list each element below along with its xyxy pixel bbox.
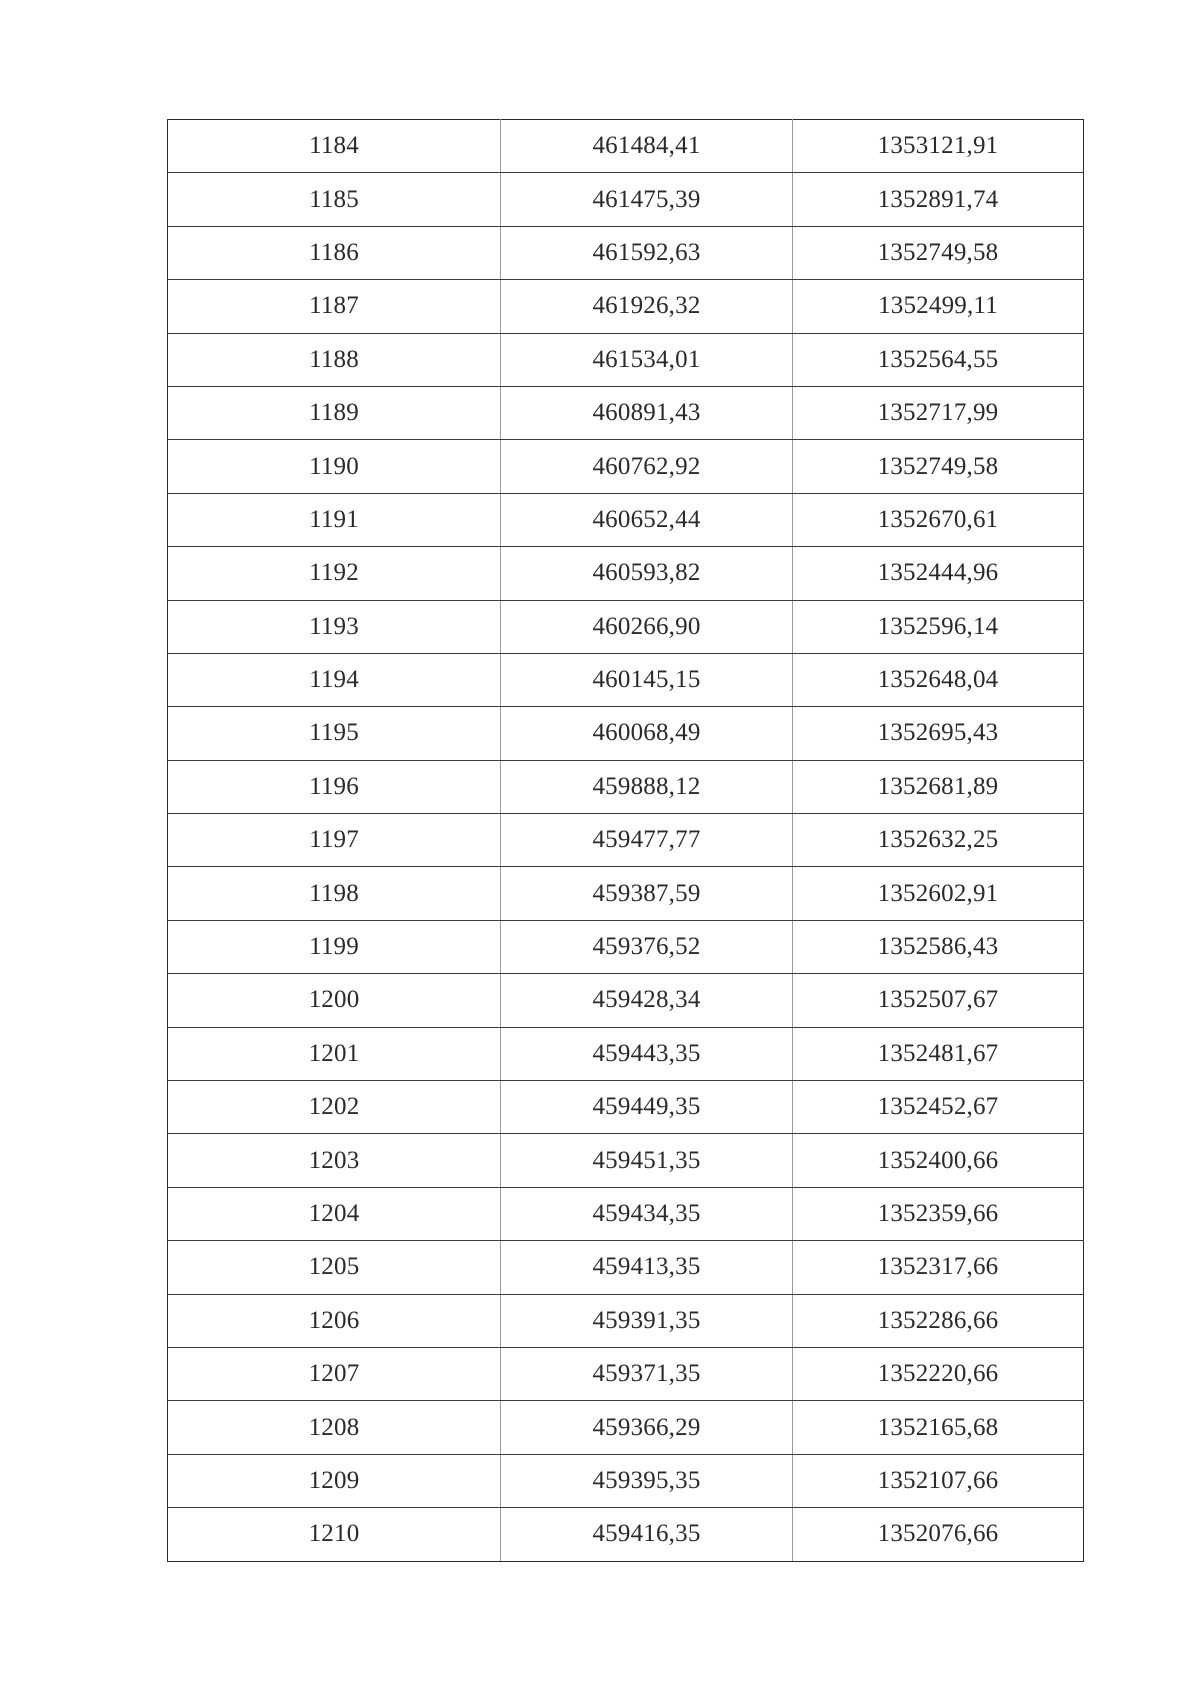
y-coordinate-cell: 1352452,67 xyxy=(793,1081,1084,1134)
x-coordinate-cell: 461534,01 xyxy=(501,333,793,386)
table-row xyxy=(168,1508,1084,1561)
y-coordinate-cell: 1352507,67 xyxy=(793,974,1084,1027)
point-number-cell: 1208 xyxy=(168,1401,501,1454)
y-coordinate-cell: 1352596,14 xyxy=(793,600,1084,653)
x-coordinate-cell: 459443,35 xyxy=(501,1027,793,1080)
y-coordinate-cell: 1352107,66 xyxy=(793,1454,1084,1507)
table-row xyxy=(168,1187,1084,1240)
point-number-cell: 1191 xyxy=(168,493,501,546)
y-coordinate-cell: 1352317,66 xyxy=(793,1241,1084,1294)
point-number-cell: 1198 xyxy=(168,867,501,920)
x-coordinate-cell: 460145,15 xyxy=(501,653,793,706)
table-row xyxy=(168,974,1084,1027)
x-coordinate-cell: 461475,39 xyxy=(501,173,793,226)
table-row xyxy=(168,1454,1084,1507)
table-row xyxy=(168,547,1084,600)
table-row xyxy=(168,1294,1084,1347)
x-coordinate-cell: 459451,35 xyxy=(501,1134,793,1187)
table-row xyxy=(168,120,1084,173)
table-row xyxy=(168,173,1084,226)
table-row xyxy=(168,1241,1084,1294)
y-coordinate-cell: 1352681,89 xyxy=(793,760,1084,813)
point-number-cell: 1203 xyxy=(168,1134,501,1187)
point-number-cell: 1195 xyxy=(168,707,501,760)
table-row xyxy=(168,1347,1084,1400)
x-coordinate-cell: 459376,52 xyxy=(501,920,793,973)
x-coordinate-cell: 461926,32 xyxy=(501,280,793,333)
y-coordinate-cell: 1353121,91 xyxy=(793,120,1084,173)
y-coordinate-cell: 1352586,43 xyxy=(793,920,1084,973)
y-coordinate-cell: 1352499,11 xyxy=(793,280,1084,333)
point-number-cell: 1209 xyxy=(168,1454,501,1507)
x-coordinate-cell: 459888,12 xyxy=(501,760,793,813)
x-coordinate-cell: 459391,35 xyxy=(501,1294,793,1347)
y-coordinate-cell: 1352695,43 xyxy=(793,707,1084,760)
point-number-cell: 1205 xyxy=(168,1241,501,1294)
y-coordinate-cell: 1352648,04 xyxy=(793,653,1084,706)
point-number-cell: 1201 xyxy=(168,1027,501,1080)
y-coordinate-cell: 1352400,66 xyxy=(793,1134,1084,1187)
x-coordinate-cell: 459371,35 xyxy=(501,1347,793,1400)
point-number-cell: 1206 xyxy=(168,1294,501,1347)
x-coordinate-cell: 459395,35 xyxy=(501,1454,793,1507)
x-coordinate-cell: 459413,35 xyxy=(501,1241,793,1294)
table-row xyxy=(168,1134,1084,1187)
table-row xyxy=(168,1081,1084,1134)
table-row xyxy=(168,814,1084,867)
y-coordinate-cell: 1352359,66 xyxy=(793,1187,1084,1240)
x-coordinate-cell: 459416,35 xyxy=(501,1508,793,1561)
table-row xyxy=(168,333,1084,386)
point-number-cell: 1194 xyxy=(168,653,501,706)
y-coordinate-cell: 1352481,67 xyxy=(793,1027,1084,1080)
point-number-cell: 1192 xyxy=(168,547,501,600)
y-coordinate-cell: 1352602,91 xyxy=(793,867,1084,920)
x-coordinate-cell: 460652,44 xyxy=(501,493,793,546)
point-number-cell: 1207 xyxy=(168,1347,501,1400)
point-number-cell: 1187 xyxy=(168,280,501,333)
point-number-cell: 1199 xyxy=(168,920,501,973)
x-coordinate-cell: 459477,77 xyxy=(501,814,793,867)
x-coordinate-cell: 459366,29 xyxy=(501,1401,793,1454)
y-coordinate-cell: 1352165,68 xyxy=(793,1401,1084,1454)
point-number-cell: 1190 xyxy=(168,440,501,493)
x-coordinate-cell: 459387,59 xyxy=(501,867,793,920)
y-coordinate-cell: 1352286,66 xyxy=(793,1294,1084,1347)
table-row xyxy=(168,280,1084,333)
x-coordinate-cell: 459434,35 xyxy=(501,1187,793,1240)
coordinates-table-body xyxy=(168,120,1084,1562)
y-coordinate-cell: 1352076,66 xyxy=(793,1508,1084,1561)
y-coordinate-cell: 1352444,96 xyxy=(793,547,1084,600)
coordinates-table xyxy=(167,119,1084,1562)
point-number-cell: 1210 xyxy=(168,1508,501,1561)
x-coordinate-cell: 459449,35 xyxy=(501,1081,793,1134)
y-coordinate-cell: 1352220,66 xyxy=(793,1347,1084,1400)
point-number-cell: 1185 xyxy=(168,173,501,226)
table-row xyxy=(168,867,1084,920)
x-coordinate-cell: 461484,41 xyxy=(501,120,793,173)
table-row xyxy=(168,653,1084,706)
point-number-cell: 1204 xyxy=(168,1187,501,1240)
x-coordinate-cell: 460068,49 xyxy=(501,707,793,760)
x-coordinate-cell: 461592,63 xyxy=(501,226,793,279)
table-row xyxy=(168,1401,1084,1454)
table-row xyxy=(168,920,1084,973)
point-number-cell: 1196 xyxy=(168,760,501,813)
point-number-cell: 1186 xyxy=(168,226,501,279)
x-coordinate-cell: 460762,92 xyxy=(501,440,793,493)
y-coordinate-cell: 1352749,58 xyxy=(793,440,1084,493)
table-row xyxy=(168,760,1084,813)
y-coordinate-cell: 1352564,55 xyxy=(793,333,1084,386)
point-number-cell: 1197 xyxy=(168,814,501,867)
x-coordinate-cell: 460891,43 xyxy=(501,386,793,439)
point-number-cell: 1184 xyxy=(168,120,501,173)
y-coordinate-cell: 1352891,74 xyxy=(793,173,1084,226)
point-number-cell: 1188 xyxy=(168,333,501,386)
table-row xyxy=(168,493,1084,546)
y-coordinate-cell: 1352670,61 xyxy=(793,493,1084,546)
y-coordinate-cell: 1352632,25 xyxy=(793,814,1084,867)
y-coordinate-cell: 1352749,58 xyxy=(793,226,1084,279)
point-number-cell: 1189 xyxy=(168,386,501,439)
x-coordinate-cell: 459428,34 xyxy=(501,974,793,1027)
y-coordinate-cell: 1352717,99 xyxy=(793,386,1084,439)
point-number-cell: 1200 xyxy=(168,974,501,1027)
table-row xyxy=(168,707,1084,760)
point-number-cell: 1193 xyxy=(168,600,501,653)
point-number-cell: 1202 xyxy=(168,1081,501,1134)
table-row xyxy=(168,600,1084,653)
x-coordinate-cell: 460593,82 xyxy=(501,547,793,600)
table-row xyxy=(168,226,1084,279)
table-row xyxy=(168,1027,1084,1080)
x-coordinate-cell: 460266,90 xyxy=(501,600,793,653)
table-row xyxy=(168,440,1084,493)
table-row xyxy=(168,386,1084,439)
